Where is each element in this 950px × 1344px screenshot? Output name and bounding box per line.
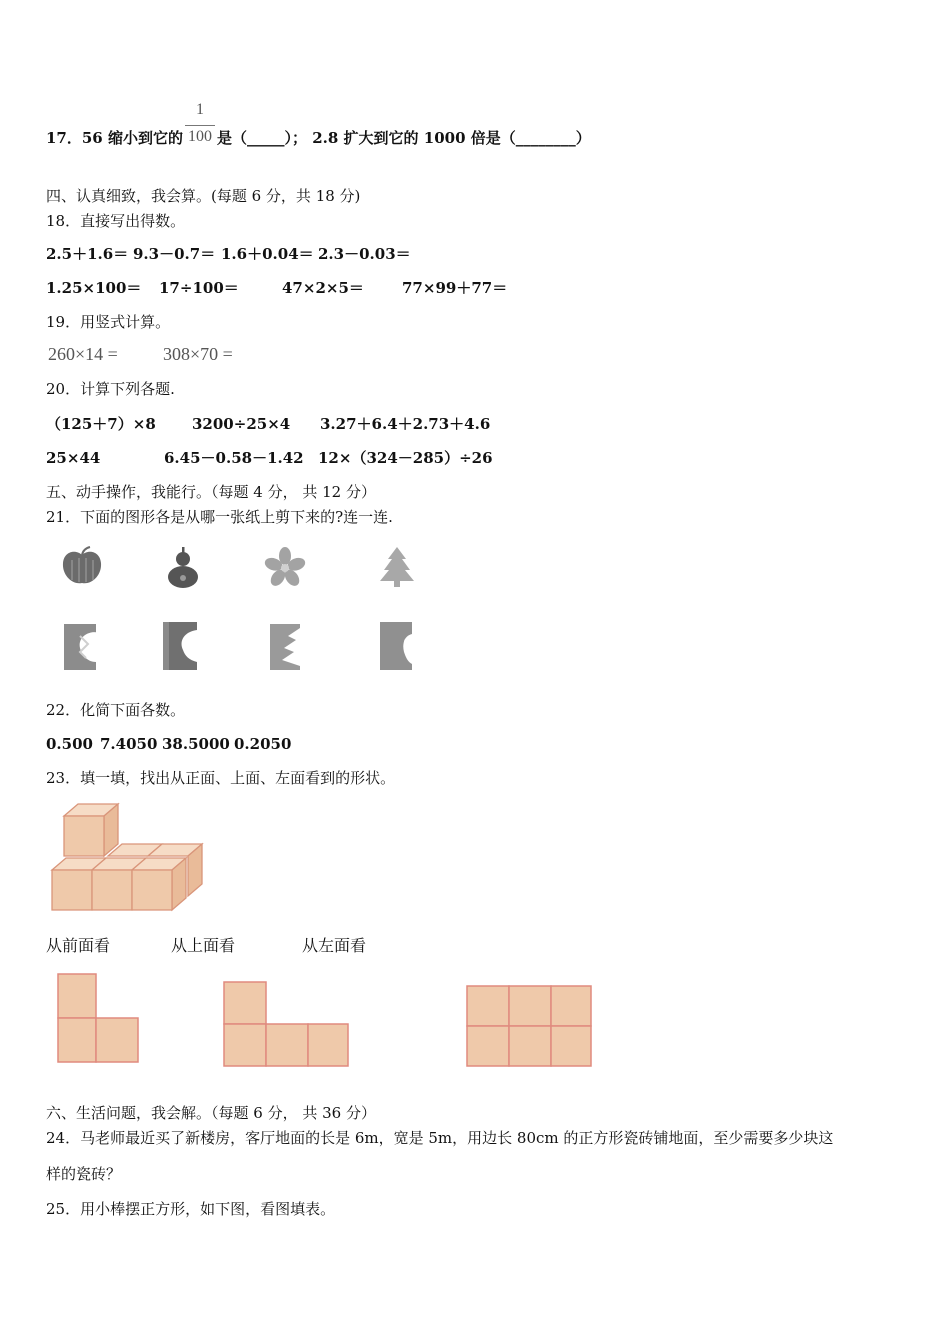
q22-title: 22．化简下面各数。 xyxy=(46,701,186,719)
q24-line2: 样的瓷砖？ xyxy=(46,1165,122,1183)
gourd-shape-icon xyxy=(163,545,203,591)
q18-item: 1.25×100＝ xyxy=(46,279,142,297)
cut-paper-2-icon xyxy=(161,620,199,672)
apple-shape-icon xyxy=(60,545,104,589)
q18-item: 2.5＋1.6＝ xyxy=(46,245,129,263)
q20-item: 6.45－0.58－1.42 xyxy=(164,449,304,467)
cut-paper-4-icon xyxy=(378,620,414,672)
flower-shape-icon xyxy=(262,547,308,589)
view-label-top: 从上面看 xyxy=(171,936,236,955)
q24-line1: 24．马老师最近买了新楼房，客厅地面的长是 6m，宽是 5m，用边长 80cm 的正方形瓷砖铺地面，至少需要多少块这 xyxy=(46,1129,834,1147)
q19-item: 308×70 = xyxy=(163,344,233,364)
q20-title: 20．计算下列各题. xyxy=(46,380,175,398)
q22-item: 0.2050 xyxy=(234,735,292,753)
q18-item: 2.3－0.03＝ xyxy=(318,245,411,263)
q18-item: 77×99＋77＝ xyxy=(402,279,508,297)
q18-item: 17÷100＝ xyxy=(159,279,239,297)
q17-text-a: 17．56 缩小到它的 xyxy=(46,129,183,147)
q19-title: 19．用竖式计算。 xyxy=(46,313,171,331)
cut-paper-3-icon xyxy=(268,622,302,672)
q18-title: 18．直接写出得数。 xyxy=(46,212,186,230)
q18-item: 1.6＋0.04＝ xyxy=(221,245,314,263)
view-shape-1 xyxy=(56,972,142,1064)
q22-item: 38.5000 xyxy=(162,735,230,753)
q18-item: 47×2×5＝ xyxy=(282,279,364,297)
section-4-title: 四、认真细致，我会算。(每题 6 分，共 18 分) xyxy=(46,187,361,205)
fraction-denominator: 100 xyxy=(188,128,212,145)
section-5-title: 五、动手操作，我能行。（每题 4 分， 共 12 分） xyxy=(46,483,376,501)
view-shape-2 xyxy=(222,980,352,1070)
view-label-left: 从左面看 xyxy=(302,936,367,955)
view-shape-3 xyxy=(465,984,595,1068)
q20-item: 25×44 xyxy=(46,449,101,467)
q20-item: （125＋7）×8 xyxy=(46,415,156,433)
q21-title: 21．下面的图形各是从哪一张纸上剪下来的?连一连. xyxy=(46,508,393,526)
cut-paper-1-icon xyxy=(62,622,98,672)
q19-item: 260×14 = xyxy=(48,344,118,364)
q20-item: 12×（324－285）÷26 xyxy=(318,449,493,467)
q22-item: 0.500 xyxy=(46,735,93,753)
section-6-title: 六、生活问题，我会解。（每题 6 分， 共 36 分） xyxy=(46,1104,376,1122)
tree-shape-icon xyxy=(377,545,417,589)
cube-stack-figure xyxy=(48,800,208,915)
q23-title: 23．填一填，找出从正面、上面、左面看到的形状。 xyxy=(46,769,396,787)
q18-item: 9.3－0.7＝ xyxy=(133,245,216,263)
view-label-front: 从前面看 xyxy=(46,936,111,955)
q20-item: 3.27＋6.4＋2.73＋4.6 xyxy=(320,415,491,433)
q22-item: 7.4050 xyxy=(100,735,158,753)
fraction-bar xyxy=(185,125,215,126)
q25-title: 25．用小棒摆正方形，如下图，看图填表。 xyxy=(46,1200,336,1218)
q17-text-b: 是（_____）； 2.8 扩大到它的 1000 倍是（________） xyxy=(217,129,591,147)
fraction-numerator: 1 xyxy=(196,101,204,118)
q20-item: 3200÷25×4 xyxy=(192,415,291,433)
